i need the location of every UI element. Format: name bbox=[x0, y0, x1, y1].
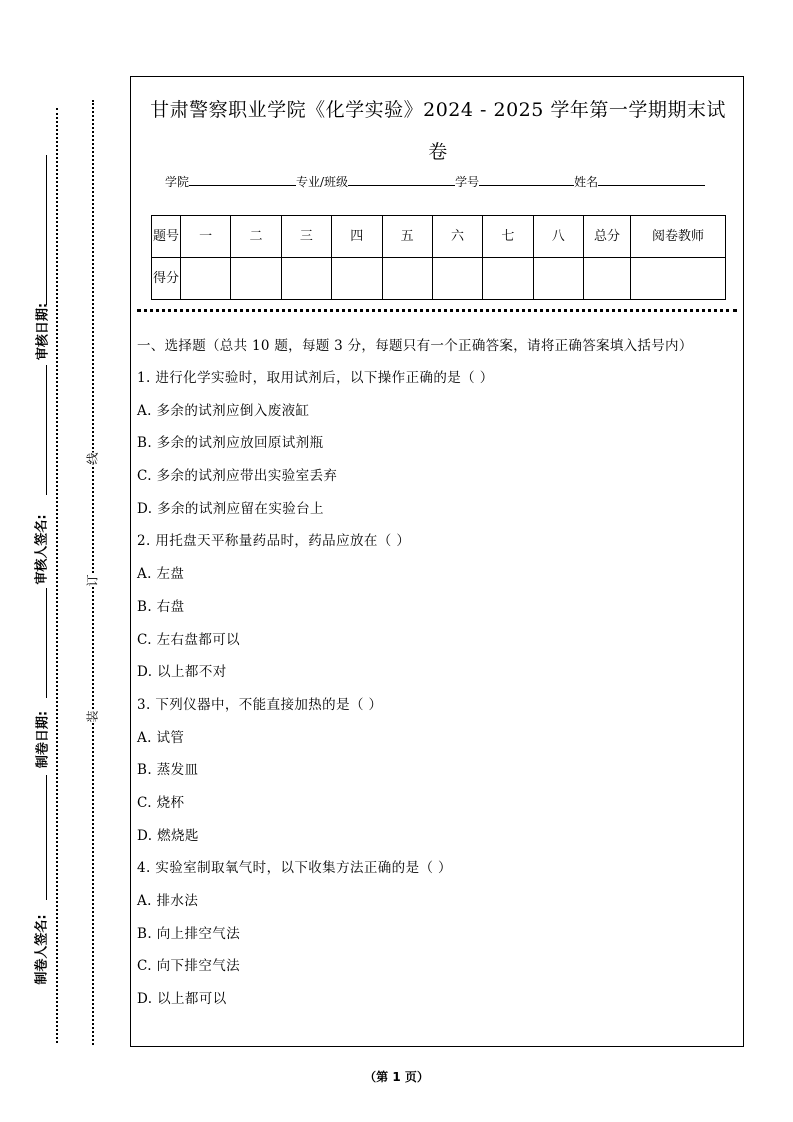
option: B. 向上排空气法 bbox=[137, 925, 241, 942]
score-cell[interactable] bbox=[631, 258, 726, 300]
signature-line bbox=[46, 588, 47, 698]
option: A. 左盘 bbox=[137, 566, 185, 583]
col-7: 七 bbox=[483, 216, 533, 258]
dotted-line bbox=[56, 108, 58, 1043]
major-label: 专业/班级 bbox=[296, 175, 349, 189]
score-cell[interactable] bbox=[533, 258, 583, 300]
option: D. 燃烧匙 bbox=[137, 827, 199, 844]
score-cell[interactable] bbox=[181, 258, 231, 300]
score-cell[interactable] bbox=[382, 258, 432, 300]
review-date-label: 审核日期: bbox=[35, 302, 51, 361]
bind-line-char: 线 bbox=[85, 452, 100, 465]
option: A. 试管 bbox=[137, 729, 185, 746]
score-table-header-row bbox=[152, 216, 726, 258]
exam-title bbox=[131, 89, 745, 173]
binding-margin bbox=[0, 0, 128, 1122]
binding-dotted-line bbox=[92, 100, 94, 1045]
col-total: 总分 bbox=[584, 216, 631, 258]
col-grader: 阅卷教师 bbox=[631, 216, 726, 258]
option: C. 向下排空气法 bbox=[137, 958, 241, 975]
score-table bbox=[151, 215, 726, 300]
page-number: （第 1 页） bbox=[364, 1070, 429, 1084]
option: C. 烧杯 bbox=[137, 794, 185, 811]
question-stem: 3. 下列仪器中，不能直接加热的是（ ） bbox=[137, 696, 383, 713]
student-id-field[interactable] bbox=[479, 173, 574, 186]
option: C. 多余的试剂应带出实验室丢弃 bbox=[137, 468, 338, 485]
name-label: 姓名 bbox=[574, 175, 599, 189]
college-label: 学院 bbox=[165, 175, 190, 189]
score-cell[interactable] bbox=[432, 258, 482, 300]
question-stem: 2. 用托盘天平称量药品时，药品应放在（ ） bbox=[137, 533, 411, 550]
section-intro: 一、选择题（总共 10 题，每题 3 分，每题只有一个正确答案，请将正确答案填入括号内） bbox=[137, 338, 693, 354]
make-date-label: 制卷日期: bbox=[35, 710, 51, 769]
signature-line bbox=[46, 155, 47, 305]
option: D. 以上都可以 bbox=[137, 991, 227, 1008]
col-3: 三 bbox=[281, 216, 331, 258]
col-8: 八 bbox=[533, 216, 583, 258]
reviewer-signature-label: 审核人签名: bbox=[34, 514, 50, 585]
question-stem: 1. 进行化学实验时，取用试剂后，以下操作正确的是（ ） bbox=[137, 370, 494, 386]
option: C. 左右盘都可以 bbox=[137, 631, 241, 648]
title-line-1: 甘肃警察职业学院《化学实验》2024 - 2025 学年第一学期期末试 bbox=[150, 99, 726, 121]
option: A. 多余的试剂应倒入废液缸 bbox=[137, 402, 310, 419]
col-2: 二 bbox=[231, 216, 281, 258]
title-line-2: 卷 bbox=[428, 141, 448, 163]
row-head-question: 题号 bbox=[152, 216, 181, 258]
college-field[interactable] bbox=[189, 173, 296, 186]
option: D. 以上都不对 bbox=[137, 664, 227, 681]
signature-line bbox=[46, 365, 47, 495]
question-stem: 4. 实验室制取氧气时，以下收集方法正确的是（ ） bbox=[137, 860, 452, 877]
score-cell[interactable] bbox=[281, 258, 331, 300]
major-field[interactable] bbox=[348, 173, 455, 186]
option: A. 排水法 bbox=[137, 893, 199, 909]
option: B. 右盘 bbox=[137, 598, 185, 615]
col-4: 四 bbox=[332, 216, 382, 258]
bind-order-char: 订 bbox=[85, 574, 100, 587]
row-head-score: 得分 bbox=[152, 258, 181, 300]
score-table-score-row bbox=[152, 258, 726, 300]
col-1: 一 bbox=[181, 216, 231, 258]
section-choice bbox=[137, 335, 737, 1021]
score-cell[interactable] bbox=[483, 258, 533, 300]
col-6: 六 bbox=[432, 216, 482, 258]
bind-fold-char: 装 bbox=[85, 710, 100, 723]
option: B. 多余的试剂应放回原试剂瓶 bbox=[137, 435, 324, 452]
score-cell[interactable] bbox=[332, 258, 382, 300]
dotted-separator bbox=[137, 309, 737, 312]
maker-signature-label: 制卷人签名: bbox=[34, 914, 50, 985]
student-id-label: 学号 bbox=[455, 175, 480, 189]
option: B. 蒸发皿 bbox=[137, 762, 199, 779]
col-5: 五 bbox=[382, 216, 432, 258]
score-cell[interactable] bbox=[231, 258, 281, 300]
name-field[interactable] bbox=[598, 173, 705, 186]
exam-frame bbox=[130, 76, 744, 1047]
score-cell[interactable] bbox=[584, 258, 631, 300]
student-info-row bbox=[165, 173, 705, 190]
signature-line bbox=[46, 775, 47, 900]
option: D. 多余的试剂应留在实验台上 bbox=[137, 500, 324, 517]
